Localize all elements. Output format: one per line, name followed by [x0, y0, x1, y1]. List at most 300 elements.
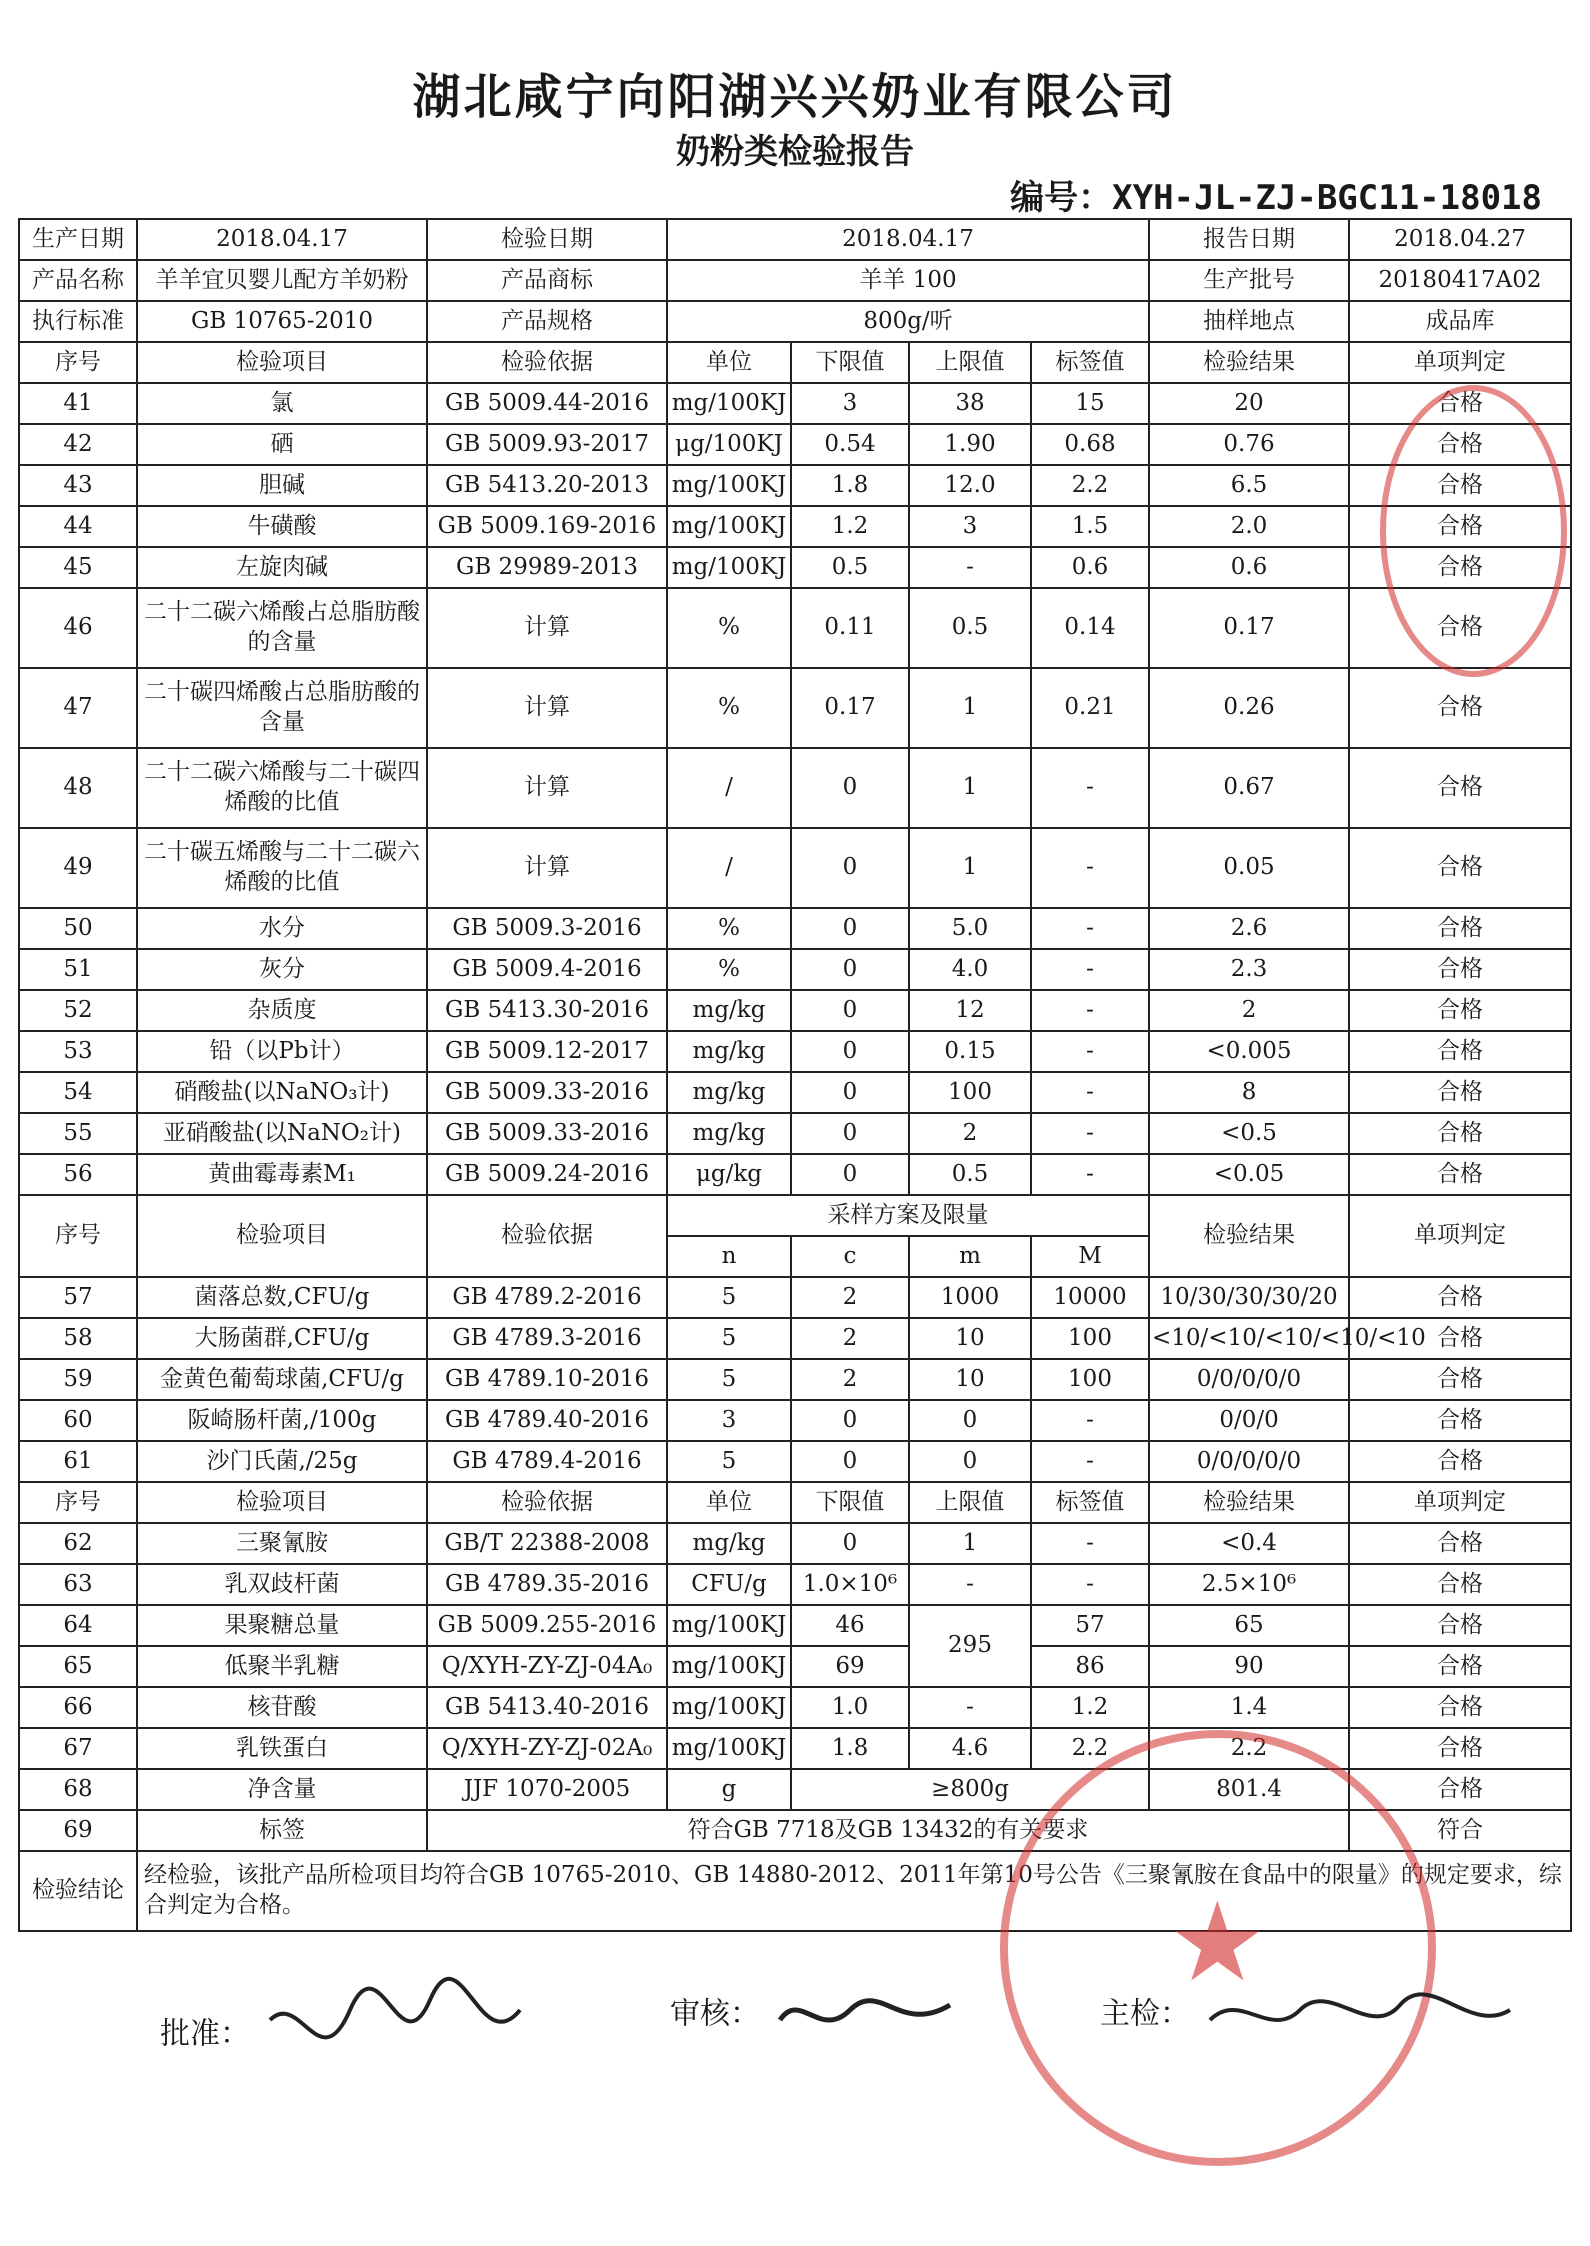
table-cell: 灰分 — [137, 949, 427, 990]
table-cell: mg/100KJ — [667, 465, 791, 506]
table-cell: 8 — [1149, 1072, 1349, 1113]
table-cell: 金黄色葡萄球菌,CFU/g — [137, 1359, 427, 1400]
table-cell: <0.005 — [1149, 1031, 1349, 1072]
table-cell: 大肠菌群,CFU/g — [137, 1318, 427, 1359]
table-cell: 52 — [19, 990, 137, 1031]
column-header: 序号 — [19, 342, 137, 383]
table-cell: g — [667, 1769, 791, 1810]
table-row — [19, 588, 1571, 668]
table-cell: GB 5009.169-2016 — [427, 506, 667, 547]
table-row — [19, 1523, 1571, 1564]
table-cell: 合格 — [1349, 1769, 1571, 1810]
header-row — [19, 1195, 1571, 1236]
table-cell: GB 4789.40-2016 — [427, 1400, 667, 1441]
table-cell: 100 — [1031, 1359, 1149, 1400]
table-cell: 0.05 — [1149, 828, 1349, 908]
table-cell: 计算 — [427, 668, 667, 748]
table-cell: 标签 — [137, 1810, 427, 1851]
table-cell: GB 5009.33-2016 — [427, 1072, 667, 1113]
table-cell: 合格 — [1349, 1400, 1571, 1441]
table-cell: 2.2 — [1149, 1728, 1349, 1769]
table-cell: 合格 — [1349, 1359, 1571, 1400]
table-cell: 46 — [19, 588, 137, 668]
column-header: 标签值 — [1031, 1482, 1149, 1523]
column-header: 检验依据 — [427, 1482, 667, 1523]
table-cell: 63 — [19, 1564, 137, 1605]
table-cell: 核苷酸 — [137, 1687, 427, 1728]
table-cell: 2 — [791, 1359, 909, 1400]
table-cell: % — [667, 588, 791, 668]
table-row — [19, 1318, 1571, 1359]
table-cell: 阪崎肠杆菌,/100g — [137, 1400, 427, 1441]
table-row — [19, 383, 1571, 424]
column-header: 采样方案及限量 — [667, 1195, 1149, 1236]
table-cell: 计算 — [427, 748, 667, 828]
table-row — [19, 1277, 1571, 1318]
table-cell: 低聚半乳糖 — [137, 1646, 427, 1687]
table-cell: 62 — [19, 1523, 137, 1564]
table-cell: 三聚氰胺 — [137, 1523, 427, 1564]
table-cell: <0.4 — [1149, 1523, 1349, 1564]
table-cell: 1 — [909, 1523, 1031, 1564]
table-cell: 42 — [19, 424, 137, 465]
table-cell: 65 — [19, 1646, 137, 1687]
table-cell: 44 — [19, 506, 137, 547]
table-cell: 符合 — [1349, 1810, 1571, 1851]
table-row — [19, 668, 1571, 748]
table-cell: 0.17 — [1149, 588, 1349, 668]
table-cell: GB/T 22388-2008 — [427, 1523, 667, 1564]
table-cell: 左旋肉碱 — [137, 547, 427, 588]
table-cell: 0.14 — [1031, 588, 1149, 668]
table-cell: 3 — [667, 1400, 791, 1441]
table-cell: 4.0 — [909, 949, 1031, 990]
table-cell: 0 — [791, 828, 909, 908]
column-header: c — [791, 1236, 909, 1277]
table-cell: 合格 — [1349, 1523, 1571, 1564]
table-cell: 56 — [19, 1154, 137, 1195]
table-cell: <10/<10/<10/<10/<10 — [1149, 1318, 1349, 1359]
table-cell: 合格 — [1349, 506, 1571, 547]
table-cell: 67 — [19, 1728, 137, 1769]
table-cell: - — [1031, 1564, 1149, 1605]
table-cell: - — [909, 1687, 1031, 1728]
table-cell: 2.6 — [1149, 908, 1349, 949]
table-cell: 杂质度 — [137, 990, 427, 1031]
report-table — [18, 218, 1572, 1932]
info-label: 产品商标 — [427, 260, 667, 301]
table-cell: / — [667, 828, 791, 908]
table-row — [19, 1113, 1571, 1154]
info-label: 报告日期 — [1149, 219, 1349, 260]
table-cell: 0 — [791, 1154, 909, 1195]
table-cell: GB 5009.44-2016 — [427, 383, 667, 424]
column-header: 单位 — [667, 1482, 791, 1523]
column-header: 检验项目 — [137, 1482, 427, 1523]
table-cell: 2.2 — [1031, 1728, 1149, 1769]
handwritten-signature-icon — [1200, 1980, 1520, 2050]
table-row — [19, 1359, 1571, 1400]
table-cell: GB 5413.20-2013 — [427, 465, 667, 506]
header-row — [19, 1482, 1571, 1523]
table-cell: 合格 — [1349, 828, 1571, 908]
table-cell: - — [1031, 949, 1149, 990]
table-cell: - — [1031, 990, 1149, 1031]
table-cell: mg/kg — [667, 1113, 791, 1154]
table-cell: 295 — [909, 1605, 1031, 1687]
table-cell: 符合GB 7718及GB 13432的有关要求 — [427, 1810, 1349, 1851]
table-cell: 1.2 — [1031, 1687, 1149, 1728]
table-cell: mg/100KJ — [667, 506, 791, 547]
table-cell: 10 — [909, 1359, 1031, 1400]
table-cell: 合格 — [1349, 748, 1571, 828]
table-cell: 0/0/0 — [1149, 1400, 1349, 1441]
table-cell: mg/100KJ — [667, 383, 791, 424]
table-cell: 乳双歧杆菌 — [137, 1564, 427, 1605]
table-row — [19, 908, 1571, 949]
table-cell: 43 — [19, 465, 137, 506]
table-cell: 合格 — [1349, 1564, 1571, 1605]
table-cell: - — [1031, 1400, 1149, 1441]
table-cell: - — [1031, 1441, 1149, 1482]
column-header: 检验项目 — [137, 1195, 427, 1277]
table-cell: 0 — [791, 1113, 909, 1154]
table-cell: mg/100KJ — [667, 1728, 791, 1769]
table-cell: 合格 — [1349, 1154, 1571, 1195]
table-row — [19, 1605, 1571, 1646]
info-value: 2018.04.17 — [667, 219, 1149, 260]
table-cell: 0.15 — [909, 1031, 1031, 1072]
table-cell: 801.4 — [1149, 1769, 1349, 1810]
table-cell: 4.6 — [909, 1728, 1031, 1769]
column-header: 检验依据 — [427, 342, 667, 383]
table-cell: 二十二碳六烯酸占总脂肪酸的含量 — [137, 588, 427, 668]
conclusion-label: 检验结论 — [19, 1851, 137, 1931]
table-cell: - — [1031, 1113, 1149, 1154]
table-cell: <0.5 — [1149, 1113, 1349, 1154]
table-row — [19, 1400, 1571, 1441]
table-cell: 净含量 — [137, 1769, 427, 1810]
table-cell: 合格 — [1349, 1687, 1571, 1728]
column-header: 标签值 — [1031, 342, 1149, 383]
table-cell: 57 — [1031, 1605, 1149, 1646]
table-cell: 硒 — [137, 424, 427, 465]
table-cell: 3 — [791, 383, 909, 424]
table-cell: 黄曲霉毒素M₁ — [137, 1154, 427, 1195]
table-cell: 铅（以Pb计） — [137, 1031, 427, 1072]
table-cell: 合格 — [1349, 1113, 1571, 1154]
info-value: 20180417A02 — [1349, 260, 1571, 301]
table-cell: 48 — [19, 748, 137, 828]
table-cell: mg/100KJ — [667, 1605, 791, 1646]
table-cell: Q/XYH-ZY-ZJ-02A₀ — [427, 1728, 667, 1769]
table-cell: 0 — [791, 949, 909, 990]
table-cell: - — [1031, 1523, 1149, 1564]
report-title: 湖北咸宁向阳湖兴兴奶业有限公司 — [412, 69, 1178, 125]
info-row — [19, 219, 1571, 260]
table-cell: 果聚糖总量 — [137, 1605, 427, 1646]
table-cell: 计算 — [427, 828, 667, 908]
table-cell: 0 — [791, 1523, 909, 1564]
table-cell: μg/100KJ — [667, 424, 791, 465]
table-cell: 10000 — [1031, 1277, 1149, 1318]
table-cell: GB 4789.10-2016 — [427, 1359, 667, 1400]
info-row — [19, 260, 1571, 301]
info-value: 羊羊宜贝婴儿配方羊奶粉 — [137, 260, 427, 301]
table-cell: 合格 — [1349, 1031, 1571, 1072]
table-cell: 15 — [1031, 383, 1149, 424]
table-cell: 合格 — [1349, 383, 1571, 424]
table-cell: 氯 — [137, 383, 427, 424]
table-cell: 合格 — [1349, 547, 1571, 588]
column-header: m — [909, 1236, 1031, 1277]
table-cell: 0/0/0/0/0 — [1149, 1359, 1349, 1400]
table-cell: 0 — [791, 1031, 909, 1072]
table-cell: mg/kg — [667, 1031, 791, 1072]
table-cell: 5 — [667, 1441, 791, 1482]
table-cell: 胆碱 — [137, 465, 427, 506]
table-cell: - — [1031, 1072, 1149, 1113]
table-cell: GB 4789.35-2016 — [427, 1564, 667, 1605]
table-cell: 0.21 — [1031, 668, 1149, 748]
table-cell: 合格 — [1349, 1072, 1571, 1113]
red-seal-bottom: ★ — [1000, 1730, 1436, 2166]
table-cell: % — [667, 949, 791, 990]
table-cell: 亚硝酸盐(以NaNO₂计) — [137, 1113, 427, 1154]
table-cell: 51 — [19, 949, 137, 990]
table-cell: 二十碳五烯酸与二十二碳六烯酸的比值 — [137, 828, 427, 908]
column-header: 下限值 — [791, 342, 909, 383]
document-number: 编号：XYH-JL-ZJ-BGC11-18018 — [1010, 178, 1542, 218]
table-cell: mg/kg — [667, 1523, 791, 1564]
column-header: 检验项目 — [137, 342, 427, 383]
table-cell: 0 — [791, 1072, 909, 1113]
table-cell: 0.76 — [1149, 424, 1349, 465]
table-cell: 59 — [19, 1359, 137, 1400]
table-cell: 0 — [791, 1441, 909, 1482]
table-row — [19, 424, 1571, 465]
table-cell: JJF 1070-2005 — [427, 1769, 667, 1810]
red-seal-top — [1380, 385, 1567, 677]
table-row — [19, 1441, 1571, 1482]
table-row — [19, 748, 1571, 828]
table-cell: GB 5009.4-2016 — [427, 949, 667, 990]
info-row — [19, 301, 1571, 342]
header-row — [19, 342, 1571, 383]
info-value: GB 10765-2010 — [137, 301, 427, 342]
table-cell: 100 — [1031, 1318, 1149, 1359]
table-cell: 12.0 — [909, 465, 1031, 506]
table-cell: 1.90 — [909, 424, 1031, 465]
table-cell: <0.05 — [1149, 1154, 1349, 1195]
table-row — [19, 949, 1571, 990]
table-cell: 1.0 — [791, 1687, 909, 1728]
table-cell: 5 — [667, 1359, 791, 1400]
table-cell: 2.0 — [1149, 506, 1349, 547]
review-signature: 审核： — [670, 1980, 960, 2050]
table-cell: 菌落总数,CFU/g — [137, 1277, 427, 1318]
table-cell: 合格 — [1349, 990, 1571, 1031]
column-header: 检验结果 — [1149, 1195, 1349, 1277]
table-row — [19, 1687, 1571, 1728]
table-cell: GB 5413.30-2016 — [427, 990, 667, 1031]
info-label: 执行标准 — [19, 301, 137, 342]
table-cell: 1.8 — [791, 465, 909, 506]
table-cell: 90 — [1149, 1646, 1349, 1687]
table-cell: 0 — [909, 1400, 1031, 1441]
table-cell: 0.17 — [791, 668, 909, 748]
table-cell: GB 5413.40-2016 — [427, 1687, 667, 1728]
table-cell: μg/kg — [667, 1154, 791, 1195]
table-cell: - — [1031, 828, 1149, 908]
column-header: 序号 — [19, 1482, 137, 1523]
table-row — [19, 1072, 1571, 1113]
table-cell: CFU/g — [667, 1564, 791, 1605]
column-header: M — [1031, 1236, 1149, 1277]
approve-signature: 批准： — [160, 1980, 540, 2090]
table-row — [19, 1031, 1571, 1072]
table-cell: 69 — [791, 1646, 909, 1687]
table-cell: ≥800g — [791, 1769, 1149, 1810]
column-header: 单项判定 — [1349, 1482, 1571, 1523]
table-cell: 55 — [19, 1113, 137, 1154]
info-label: 生产日期 — [19, 219, 137, 260]
chief-signature: 主检： — [1100, 1980, 1520, 2050]
table-cell: 1000 — [909, 1277, 1031, 1318]
table-cell: 41 — [19, 383, 137, 424]
table-cell: 合格 — [1349, 1605, 1571, 1646]
table-cell: - — [909, 1564, 1031, 1605]
info-label: 产品名称 — [19, 260, 137, 301]
table-cell: 2 — [909, 1113, 1031, 1154]
table-cell: 2.3 — [1149, 949, 1349, 990]
table-cell: 0.5 — [791, 547, 909, 588]
info-value: 800g/听 — [667, 301, 1149, 342]
table-cell: 46 — [791, 1605, 909, 1646]
column-header: 检验结果 — [1149, 342, 1349, 383]
column-header: 检验依据 — [427, 1195, 667, 1277]
table-row — [19, 828, 1571, 908]
table-cell: 3 — [909, 506, 1031, 547]
info-label: 生产批号 — [1149, 260, 1349, 301]
table-cell: 硝酸盐(以NaNO₃计) — [137, 1072, 427, 1113]
info-value: 羊羊 100 — [667, 260, 1149, 301]
table-cell: 5 — [667, 1318, 791, 1359]
table-cell: 0 — [791, 990, 909, 1031]
table-row — [19, 465, 1571, 506]
table-cell: 合格 — [1349, 1318, 1571, 1359]
table-cell: 50 — [19, 908, 137, 949]
table-cell: 65 — [1149, 1605, 1349, 1646]
table-cell: 合格 — [1349, 465, 1571, 506]
table-cell: 1 — [909, 668, 1031, 748]
table-cell: 0.6 — [1031, 547, 1149, 588]
table-cell: - — [1031, 748, 1149, 828]
column-header: 下限值 — [791, 1482, 909, 1523]
table-cell: 水分 — [137, 908, 427, 949]
table-cell: 二十二碳六烯酸与二十碳四烯酸的比值 — [137, 748, 427, 828]
table-cell: 0.5 — [909, 1154, 1031, 1195]
info-label: 产品规格 — [427, 301, 667, 342]
table-cell: 0 — [791, 1400, 909, 1441]
table-cell: 0.68 — [1031, 424, 1149, 465]
table-cell: 66 — [19, 1687, 137, 1728]
table-cell: 二十碳四烯酸占总脂肪酸的含量 — [137, 668, 427, 748]
table-cell: 1.0×10⁶ — [791, 1564, 909, 1605]
table-cell: 1 — [909, 828, 1031, 908]
table-cell: 1.2 — [791, 506, 909, 547]
table-cell: GB 4789.4-2016 — [427, 1441, 667, 1482]
table-cell: 2 — [791, 1277, 909, 1318]
table-cell: GB 5009.12-2017 — [427, 1031, 667, 1072]
info-label: 检验日期 — [427, 219, 667, 260]
table-cell: 合格 — [1349, 588, 1571, 668]
table-cell: 1.5 — [1031, 506, 1149, 547]
table-cell: 86 — [1031, 1646, 1149, 1687]
table-cell: / — [667, 748, 791, 828]
table-cell: 100 — [909, 1072, 1031, 1113]
table-cell: 10 — [909, 1318, 1031, 1359]
table-cell: GB 5009.33-2016 — [427, 1113, 667, 1154]
table-row — [19, 990, 1571, 1031]
column-header: 上限值 — [909, 342, 1031, 383]
table-cell: 牛磺酸 — [137, 506, 427, 547]
report-subtitle: 奶粉类检验报告 — [676, 132, 914, 172]
column-header: n — [667, 1236, 791, 1277]
column-header: 单位 — [667, 342, 791, 383]
table-cell: 58 — [19, 1318, 137, 1359]
table-cell: 45 — [19, 547, 137, 588]
table-cell: 1 — [909, 748, 1031, 828]
column-header: 单项判定 — [1349, 342, 1571, 383]
table-cell: 49 — [19, 828, 137, 908]
column-header: 序号 — [19, 1195, 137, 1277]
table-cell: 合格 — [1349, 908, 1571, 949]
column-header: 单项判定 — [1349, 1195, 1571, 1277]
table-cell: mg/100KJ — [667, 1687, 791, 1728]
table-cell: - — [1031, 908, 1149, 949]
info-value: 成品库 — [1349, 301, 1571, 342]
table-row — [19, 506, 1571, 547]
table-cell: GB 5009.24-2016 — [427, 1154, 667, 1195]
table-cell: GB 4789.2-2016 — [427, 1277, 667, 1318]
table-cell: GB 5009.3-2016 — [427, 908, 667, 949]
table-cell: 0 — [791, 908, 909, 949]
table-cell: 合格 — [1349, 1728, 1571, 1769]
table-cell: mg/100KJ — [667, 1646, 791, 1687]
table-cell: 合格 — [1349, 1441, 1571, 1482]
info-label: 抽样地点 — [1149, 301, 1349, 342]
table-cell: 沙门氏菌,/25g — [137, 1441, 427, 1482]
table-cell: 53 — [19, 1031, 137, 1072]
table-cell: 合格 — [1349, 668, 1571, 748]
handwritten-signature-icon — [770, 1980, 960, 2050]
table-cell: 合格 — [1349, 1646, 1571, 1687]
table-cell: 0.54 — [791, 424, 909, 465]
table-cell: mg/kg — [667, 990, 791, 1031]
table-cell: 合格 — [1349, 949, 1571, 990]
table-cell: 5.0 — [909, 908, 1031, 949]
table-cell: 6.5 — [1149, 465, 1349, 506]
table-cell: 38 — [909, 383, 1031, 424]
table-cell: 0 — [909, 1441, 1031, 1482]
table-cell: 60 — [19, 1400, 137, 1441]
table-cell: 0/0/0/0/0 — [1149, 1441, 1349, 1482]
table-cell: 0.5 — [909, 588, 1031, 668]
table-cell: Q/XYH-ZY-ZJ-04A₀ — [427, 1646, 667, 1687]
table-cell: 47 — [19, 668, 137, 748]
table-cell: % — [667, 668, 791, 748]
